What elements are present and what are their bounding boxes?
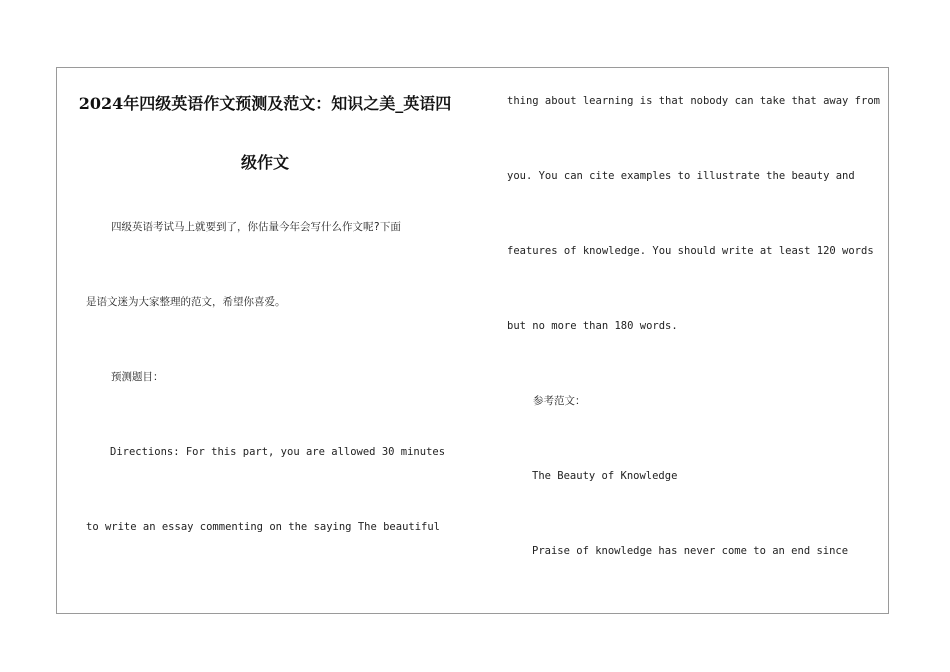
left-column bbox=[57, 68, 497, 613]
directions-line-1: Directions: For this part, you are allowed 30 minutes bbox=[110, 446, 446, 458]
sample-essay-heading: 参考范文： bbox=[533, 395, 586, 407]
directions-line-6: but no more than 180 words. bbox=[507, 320, 678, 332]
prediction-heading: 预测题目： bbox=[111, 371, 164, 383]
directions-line-2: to write an essay commenting on the saying The beautiful bbox=[86, 521, 441, 533]
essay-paragraph-line-1: Praise of knowledge has never come to an end since bbox=[532, 545, 849, 557]
right-column bbox=[507, 68, 890, 613]
directions-line-4: you. You can cite examples to illustrate the beauty and bbox=[507, 170, 855, 182]
document-title-line-2: 级作文 bbox=[240, 153, 289, 172]
page-frame bbox=[56, 67, 889, 614]
document-title-line-1: 2024年四级英语作文预测及范文：知识之美_英语四 bbox=[78, 94, 452, 113]
intro-paragraph-line-1: 四级英语考试马上就要到了，你估量今年会写什么作文呢?下面 bbox=[111, 221, 401, 233]
directions-line-3: thing about learning is that nobody can take that away from bbox=[507, 95, 880, 107]
intro-paragraph-line-2: 是语文迷为大家整理的范文，希望你喜爱。 bbox=[86, 296, 286, 308]
essay-title: The Beauty of Knowledge bbox=[532, 470, 678, 482]
directions-line-5: features of knowledge. You should write at least 120 words bbox=[507, 245, 874, 257]
